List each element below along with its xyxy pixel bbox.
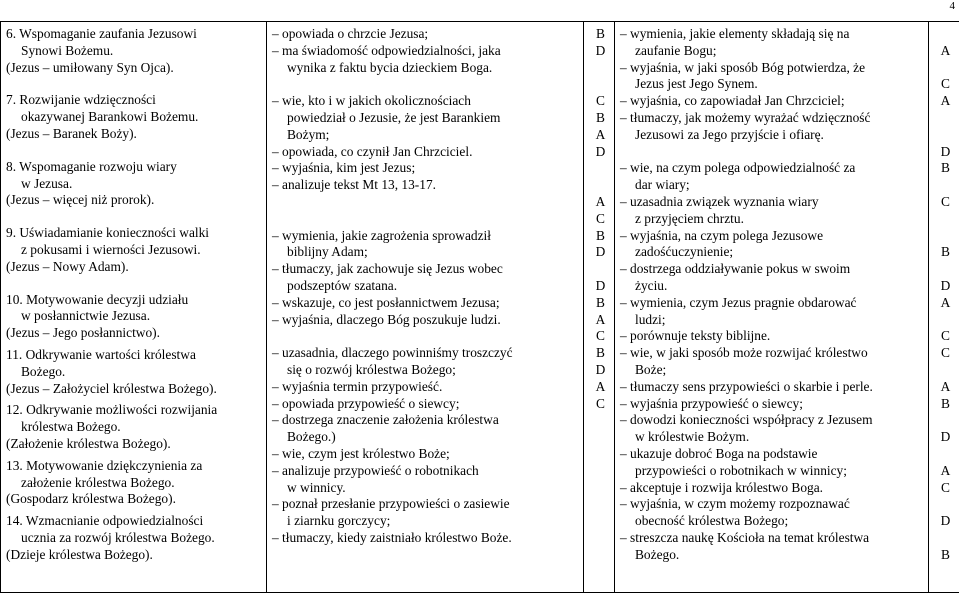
basic-requirement-level bbox=[589, 261, 612, 278]
extended-requirement-line: – wyjaśnia, w czym możemy rozpoznawać bbox=[620, 496, 850, 512]
extended-requirement-level: C bbox=[941, 328, 950, 344]
basic-requirement-line: biblijny Adam; bbox=[287, 244, 368, 260]
basic-requirement-line: – wyjaśnia, dlaczego Bóg poszukuje ludzi. bbox=[272, 311, 501, 327]
basic-requirement-line: – wie, czym jest królestwo Boże; bbox=[272, 445, 450, 461]
extended-requirement-line: – wie, na czym polega odpowiedzialność za bbox=[620, 160, 856, 176]
basic-requirement-line: – wyjaśnia, kim jest Jezus; bbox=[272, 160, 416, 176]
extended-requirement-level: D bbox=[940, 277, 951, 293]
extended-levels-column bbox=[929, 22, 959, 593]
extended-requirement-level bbox=[934, 261, 957, 278]
extended-requirement-line: zadośćuczynienie; bbox=[635, 244, 734, 260]
extended-requirement-line: dar wiary; bbox=[635, 177, 690, 193]
extended-requirement-line: Jezus jest Jego Synem. bbox=[635, 76, 758, 92]
basic-requirement-line: – poznał przesłanie przypowieści o zasiewie bbox=[272, 496, 510, 512]
extended-requirement-line: obecność królestwa Bożego; bbox=[635, 513, 789, 529]
page-number: 4 bbox=[949, 0, 955, 12]
extended-requirement-level: C bbox=[941, 193, 950, 209]
basic-requirement-level: B bbox=[596, 345, 605, 361]
topics-column bbox=[1, 22, 267, 593]
basic-requirement-level: B bbox=[596, 227, 605, 243]
extended-requirement-line: – tłumaczy sens przypowieści o skarbie i perle. bbox=[620, 378, 873, 394]
basic-requirement-line: w winnicy. bbox=[287, 479, 346, 495]
extended-requirement-line: – streszcza naukę Kościoła na temat królestwa bbox=[620, 529, 870, 545]
topic-14: 14. Wzmacnianie odpowiedzialności ucznia za rozwój królestwa Bożego. (Dzieje królestwa Bożego). bbox=[6, 513, 215, 562]
basic-requirement-line: – wskazuje, co jest posłannictwem Jezusa; bbox=[272, 294, 500, 310]
basic-requirement-line: – analizuje tekst Mt 13, 13-17. bbox=[272, 177, 437, 193]
topic-6: 6. Wspomaganie zaufania Jezusowi Synowi Bożemu. (Jezus – umiłowany Syn Ojca). bbox=[6, 26, 197, 75]
extended-requirement-level: A bbox=[940, 294, 951, 310]
basic-requirement-level: D bbox=[595, 361, 606, 377]
topic-8: 8. Wspomaganie rozwoju wiary w Jezusa. (Jezus – więcej niż prorok). bbox=[6, 158, 177, 208]
basic-levels-column bbox=[584, 22, 615, 593]
basic-requirement-line: – tłumaczy, jak zachowuje się Jezus wobec bbox=[272, 261, 503, 277]
basic-requirement-line: – wie, kto i w jakich okolicznościach bbox=[272, 93, 471, 109]
basic-requirement-line: – analizuje przypowieść o robotnikach bbox=[272, 462, 479, 478]
basic-requirement-level: A bbox=[595, 193, 606, 209]
extended-requirement-line: – tłumaczy, jak możemy wyrażać wdzięczność bbox=[620, 109, 871, 125]
extended-requirement-line: – wyjaśnia, co zapowiadał Jan Chrzciciel; bbox=[620, 93, 845, 109]
basic-requirement-line: Bożym; bbox=[287, 126, 330, 142]
basic-requirement-level: D bbox=[595, 42, 606, 58]
basic-requirement-level: C bbox=[596, 93, 605, 109]
extended-requirement-line bbox=[620, 144, 926, 161]
extended-requirement-level: B bbox=[941, 160, 950, 176]
basic-requirement-line: – opowiada o chrzcie Jezusa; bbox=[272, 26, 429, 41]
extended-requirement-line: Bożego. bbox=[635, 546, 680, 562]
curriculum-table bbox=[0, 21, 959, 593]
extended-requirement-line: – wymienia, jakie elementy składają się na bbox=[620, 26, 850, 41]
basic-requirement-line: – dostrzega znaczenie założenia królestwa bbox=[272, 412, 499, 428]
topic-9: 9. Uświadamianie konieczności walki z pokusami i wierności Jezusowi. (Jezus – Nowy Adam). bbox=[6, 225, 210, 274]
topic-10: 10. Motywowanie decyzji udziału w posłannictwie Jezusa. (Jezus – Jego posłannictwo). bbox=[6, 291, 189, 341]
extended-requirement-line: przypowieści o robotnikach w winnicy; bbox=[635, 462, 847, 478]
basic-requirement-level: B bbox=[596, 109, 605, 125]
extended-requirement-level: A bbox=[940, 462, 951, 478]
extended-requirement-level bbox=[934, 530, 957, 547]
basic-requirement-line: wynika z faktu bycia dzieckiem Boga. bbox=[287, 59, 493, 75]
extended-requirement-level: C bbox=[941, 345, 950, 361]
extended-requirement-level bbox=[934, 110, 957, 127]
extended-requirement-line: – uzasadnia związek wyznania wiary bbox=[620, 193, 819, 209]
topic-12: 12. Odkrywanie możliwości rozwijania królestwa Bożego. (Założenie królestwa Bożego). bbox=[6, 402, 218, 451]
extended-requirement-level bbox=[934, 228, 957, 245]
extended-requirement-level bbox=[934, 177, 957, 194]
extended-requirement-line: – dowodzi konieczności współpracy z Jezusem bbox=[620, 412, 873, 428]
basic-requirement-level bbox=[589, 177, 612, 194]
extended-requirement-level: B bbox=[941, 395, 950, 411]
extended-requirement-level bbox=[934, 60, 957, 77]
basic-requirement-level: B bbox=[596, 294, 605, 310]
basic-requirement-level: A bbox=[595, 126, 606, 142]
extended-requirement-line: ludzi; bbox=[635, 311, 666, 327]
extended-requirement-level bbox=[934, 496, 957, 513]
basic-requirement-level: D bbox=[595, 143, 606, 159]
extended-requirement-line: – wymienia, czym Jezus pragnie obdarować bbox=[620, 294, 857, 310]
basic-requirement-line bbox=[272, 76, 581, 93]
extended-requirement-level bbox=[934, 26, 957, 43]
basic-requirement-line: powiedział o Jezusie, że jest Barankiem bbox=[287, 109, 501, 125]
topic-13: 13. Motywowanie dziękczynienia za założenie królestwa Bożego. (Gospodarz królestwa Bożego). bbox=[6, 457, 203, 507]
extended-requirement-line: – akceptuje i rozwija królestwo Boga. bbox=[620, 479, 824, 495]
extended-requirement-line: w królestwie Bożym. bbox=[635, 429, 750, 445]
basic-requirement-line: i ziarnku gorczycy; bbox=[287, 513, 391, 529]
extended-requirement-line: Jezusowi za Jego przyjście i ofiarę. bbox=[635, 126, 824, 142]
basic-requirement-line: podszeptów szatana. bbox=[287, 277, 398, 293]
basic-requirement-level bbox=[589, 76, 612, 93]
extended-requirement-line: – wie, w jaki sposób może rozwijać królestwo bbox=[620, 345, 868, 361]
extended-requirement-level: A bbox=[940, 93, 951, 109]
extended-requirement-level bbox=[934, 446, 957, 463]
basic-requirement-level: D bbox=[595, 244, 606, 260]
basic-requirement-level: C bbox=[596, 395, 605, 411]
topic-7: 7. Rozwijanie wdzięczności okazywanej Barankowi Bożemu. (Jezus – Baranek Boży). bbox=[6, 92, 199, 141]
basic-requirement-level bbox=[589, 160, 612, 177]
extended-requirements-column bbox=[615, 22, 929, 593]
basic-requirement-level bbox=[589, 60, 612, 77]
extended-requirement-line: – wyjaśnia, na czym polega Jezusowe bbox=[620, 227, 824, 243]
basic-requirement-line: – wymienia, jakie zagrożenia sprowadził bbox=[272, 227, 491, 243]
basic-requirement-line: – tłumaczy, kiedy zaistniało królestwo Boże. bbox=[272, 529, 512, 545]
extended-requirement-level: C bbox=[941, 76, 950, 92]
extended-requirement-level bbox=[934, 362, 957, 379]
extended-requirement-level bbox=[934, 312, 957, 329]
extended-requirement-level bbox=[934, 211, 957, 228]
extended-requirement-level: D bbox=[940, 429, 951, 445]
extended-requirement-level: A bbox=[940, 42, 951, 58]
extended-requirement-line: – wyjaśnia, w jaki sposób Bóg potwierdza, że bbox=[620, 59, 866, 75]
extended-requirement-level: B bbox=[941, 546, 950, 562]
basic-requirement-line bbox=[272, 194, 581, 211]
extended-requirement-level: A bbox=[940, 378, 951, 394]
extended-requirement-level: D bbox=[940, 143, 951, 159]
basic-requirement-level: C bbox=[596, 328, 605, 344]
extended-requirement-line: – dostrzega oddziaływanie pokus w swoim bbox=[620, 261, 851, 277]
extended-requirement-level bbox=[934, 412, 957, 429]
basic-requirement-line: się o rozwój królestwa Bożego; bbox=[287, 361, 456, 377]
extended-requirement-line: zaufanie Bogu; bbox=[635, 42, 717, 58]
basic-requirement-level: A bbox=[595, 311, 606, 327]
extended-requirement-line: – wyjaśnia przypowieść o siewcy; bbox=[620, 395, 803, 411]
extended-requirement-level: B bbox=[941, 244, 950, 260]
extended-requirement-line: – porównuje teksty biblijne. bbox=[620, 328, 771, 344]
basic-requirement-line: – opowiada przypowieść o siewcy; bbox=[272, 395, 460, 411]
basic-requirement-line: – uzasadnia, dlaczego powinniśmy troszczyć bbox=[272, 345, 513, 361]
topic-11: 11. Odkrywanie wartości królestwa Bożego. (Jezus – Założyciel królestwa Bożego). bbox=[6, 346, 217, 396]
basic-requirement-line: – opowiada, co czynił Jan Chrzciciel. bbox=[272, 143, 473, 159]
basic-requirement-level: C bbox=[596, 210, 605, 226]
extended-requirement-level: C bbox=[941, 479, 950, 495]
extended-requirement-line: z przyjęciem chrztu. bbox=[635, 210, 744, 226]
extended-requirement-level: D bbox=[940, 513, 951, 529]
basic-requirement-level: B bbox=[596, 26, 605, 41]
extended-requirement-level bbox=[934, 127, 957, 144]
basic-requirement-line: – wyjaśnia termin przypowieść. bbox=[272, 378, 443, 394]
basic-requirement-line bbox=[272, 211, 581, 228]
basic-requirement-line: Bożego.) bbox=[287, 429, 336, 445]
extended-requirement-line: Boże; bbox=[635, 361, 667, 377]
basic-requirement-level: D bbox=[595, 277, 606, 293]
basic-requirement-line: – ma świadomość odpowiedzialności, jaka bbox=[272, 42, 501, 58]
basic-requirements-column bbox=[267, 22, 584, 593]
basic-requirement-line bbox=[272, 328, 581, 345]
extended-requirement-line: życiu. bbox=[635, 277, 668, 293]
extended-requirement-line: – ukazuje dobroć Boga na podstawie bbox=[620, 445, 818, 461]
basic-requirement-level: A bbox=[595, 378, 606, 394]
